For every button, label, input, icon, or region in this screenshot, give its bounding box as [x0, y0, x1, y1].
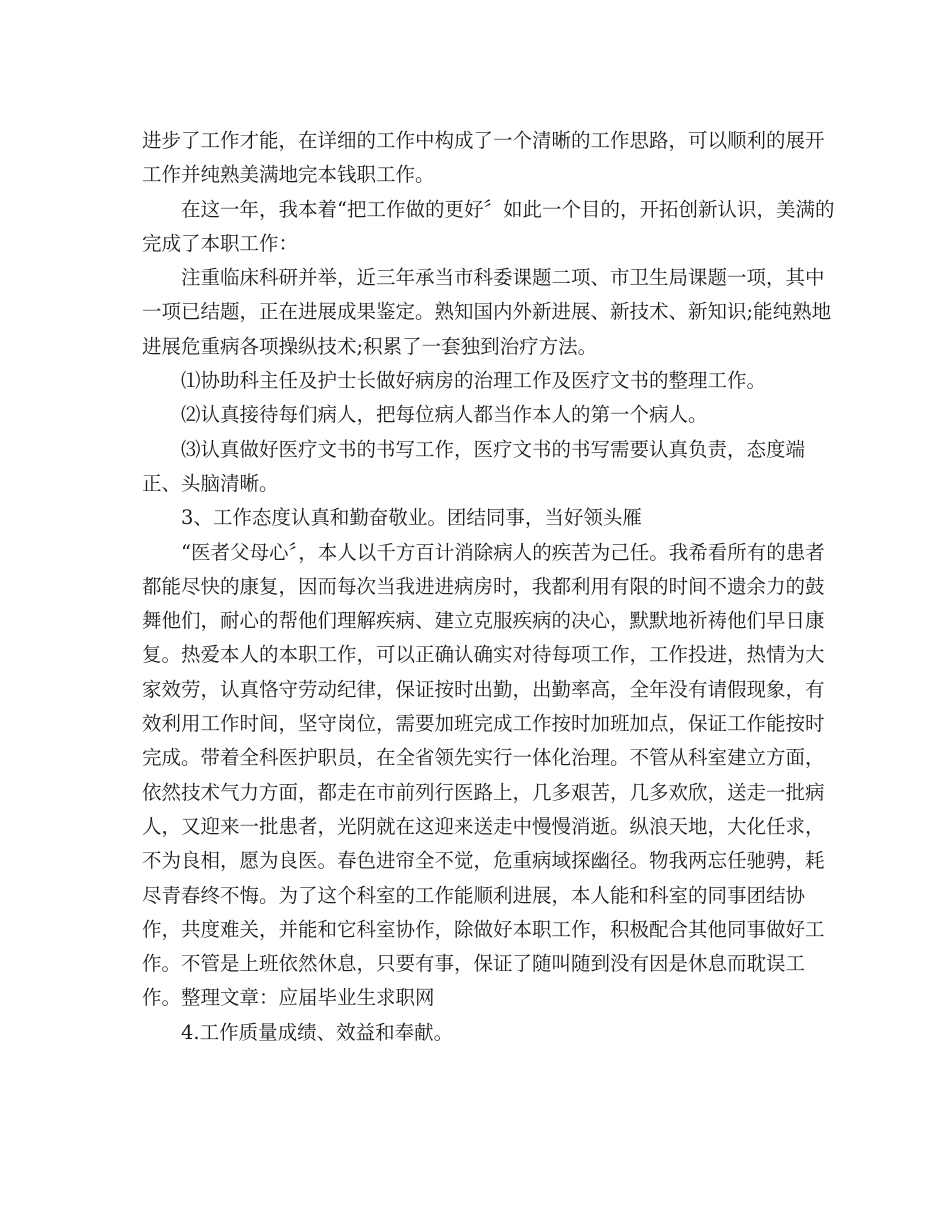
text-line: 舞他们，耐心的帮他们理解疾病、建立克服疾病的决心，默默地祈祷他们早日康: [142, 609, 825, 633]
document-body: [142, 124, 835, 1050]
text-line: 正、头脑清晰。: [142, 471, 279, 495]
text-line: ⑴协助科主任及护士长做好病房的治理工作及医疗文书的整理工作。: [181, 369, 767, 393]
text-line: 注重临床科研并举，近三年承当市科委课题二项、市卫生局课题一项，其中: [181, 266, 825, 290]
text-line: 不为良相，愿为良医。春色进帘全不觉，危重病域探幽径。物我两忘任驰骋，耗: [142, 849, 825, 873]
text-line: 家效劳，认真恪守劳动纪律，保证按时出勤，出勤率高，全年没有请假现象，有: [142, 677, 825, 701]
text-line: 都能尽快的康复，因而每次当我进进病房时，我都利用有限的时间不遗余力的鼓: [142, 574, 825, 598]
text-line: ⑵认真接待每们病人，把每位病人都当作本人的第一个病人。: [181, 403, 708, 427]
text-line: 一项已结题，正在进展成果鉴定。熟知国内外新进展、新技术、新知识;能纯熟地: [142, 300, 832, 324]
text-line: 人，又迎来一批患者，光阴就在这迎来送走中慢慢消逝。纵浪天地，大化任求，: [142, 814, 825, 838]
text-line: 作，共度难关，并能和它科室协作，除做好本职工作，积极配合其他同事做好工: [142, 917, 825, 941]
text-line: 复。热爱本人的本职工作，可以正确认确实对待每项工作，工作投进，热情为大: [142, 643, 825, 667]
text-line: 尽青春终不悔。为了这个科室的工作能顺利进展，本人能和科室的同事团结协: [142, 883, 806, 907]
text-line: 作。整理文章：应届毕业生求职网: [142, 986, 435, 1010]
text-line: 工作并纯熟美满地完本钱职工作。: [142, 163, 435, 187]
text-line: 进展危重病各项操纵技术;积累了一套独到治疗方法。: [142, 334, 598, 358]
text-line: 完成。带着全科医护职员，在全省领先实行一体化治理。不管从科室建立方面，: [142, 746, 825, 770]
text-line: 作。不管是上班依然休息，只要有事，保证了随叫随到没有因是休息而耽误工: [142, 952, 806, 976]
text-line: 完成了本职工作：: [142, 231, 299, 255]
text-line: 3、工作态度认真和勤奋敬业。团结同事，当好领头雁: [181, 506, 642, 530]
text-line: 在这一年，我本着“把工作做的更好〞如此一个目的，开拓创新认识，美满的: [181, 197, 835, 221]
text-line: 效利用工作时间，坚守岗位，需要加班完成工作按时加班加点，保证工作能按时: [142, 712, 825, 736]
text-line: “医者父母心〞，本人以千方百计消除病人的疾苦为己任。我希看所有的患者: [181, 540, 825, 564]
text-line: 依然技术气力方面，都走在市前列行医路上，几多艰苦，几多欢欣，送走一批病: [142, 780, 825, 804]
text-line: ⑶认真做好医疗文书的书写工作，医疗文书的书写需要认真负责，态度端: [181, 437, 806, 461]
text-line: 进步了工作才能，在详细的工作中构成了一个清晰的工作思路，可以顺利的展开: [142, 129, 825, 152]
text-line: 4.工作质量成绩、效益和奉献。: [181, 1020, 454, 1044]
